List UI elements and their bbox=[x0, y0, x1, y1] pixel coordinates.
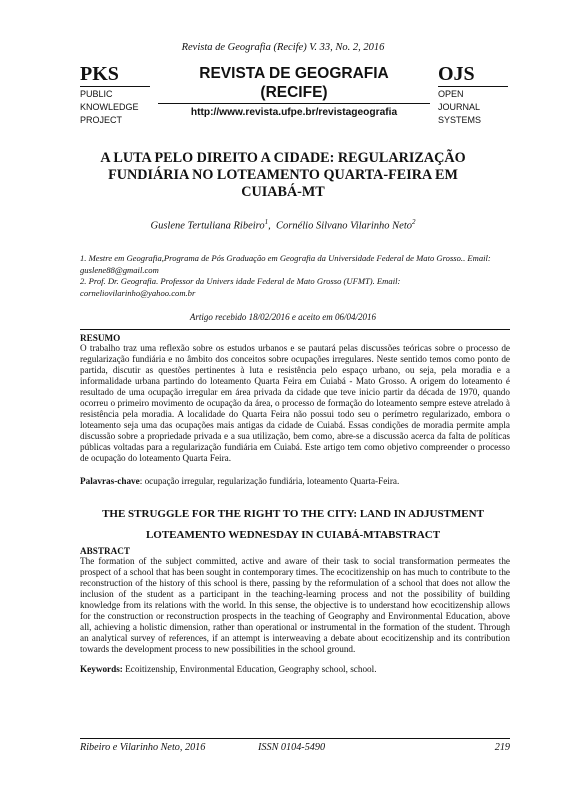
journal-title bbox=[158, 64, 430, 104]
footer-citation: Ribeiro e Vilarinho Neto, 2016 bbox=[80, 742, 206, 753]
palavras-chave-values: : ocupação irregular, regularização fundiária, loteamento Quarta-Feira. bbox=[139, 476, 400, 486]
journal-title-block bbox=[158, 64, 430, 118]
footer-divider bbox=[80, 738, 510, 739]
author-1-marker: 1 bbox=[264, 218, 269, 226]
title-line-3: CUIABÁ-MT bbox=[241, 184, 325, 200]
english-title-line-2: LOTEAMENTO WEDNESDAY IN CUIABÁ-MTABSTRACT bbox=[145, 529, 441, 541]
ojs-abbreviation: OJS bbox=[438, 64, 508, 87]
section-divider bbox=[80, 329, 510, 330]
author-list bbox=[0, 218, 566, 232]
author-1: Guslene Tertuliana Ribeiro bbox=[150, 220, 265, 232]
pks-abbreviation: PKS bbox=[80, 64, 150, 87]
english-title-line-1: THE STRUGGLE FOR THE RIGHT TO THE CITY: LAND IN ADJUSTMENT bbox=[102, 508, 484, 520]
pks-line-2: KNOWLEDGE bbox=[80, 102, 139, 112]
keywords-values: Ecoitizenship, Environmental Education, Geography school, school. bbox=[122, 664, 377, 674]
title-line-1: A LUTA PELO DIREITO A CIDADE: REGULARIZAÇÃO bbox=[100, 150, 466, 166]
palavras-chave bbox=[80, 476, 510, 486]
palavras-chave-label: Palavras-chave bbox=[80, 476, 140, 486]
author-separator: , bbox=[268, 220, 276, 232]
ojs-logo-block bbox=[438, 64, 508, 126]
affiliation-2: 2. Prof. Dr. Geografia. Professor da Univers idade Federal de Mato Grosso (UFMT). Email: corneliovilarinho@yahoo.com.br bbox=[80, 276, 401, 298]
page-number: 219 bbox=[494, 742, 510, 753]
footer-issn: ISSN 0104-5490 bbox=[258, 742, 326, 753]
journal-title-line-2: (RECIFE) bbox=[260, 84, 328, 101]
ojs-line-1: OPEN bbox=[438, 89, 464, 99]
received-accepted-dates: Artigo recebido 18/02/2016 e aceito em 06/04/2016 bbox=[189, 312, 377, 322]
author-affiliations bbox=[80, 253, 510, 299]
journal-url[interactable]: http://www.revista.ufpe.br/revistageografia bbox=[190, 107, 398, 118]
journal-running-head: Revista de Geografia (Recife) V. 33, No. 2, 2016 bbox=[181, 42, 385, 53]
title-line-2: FUNDIÁRIA NO LOTEAMENTO QUARTA-FEIRA EM bbox=[108, 167, 458, 183]
affiliation-1: 1. Mestre em Geografia,Programa de Pós Graduação em Geografia da Universidade Federal de Mato Grosso.. Email: guslene88@gmail.com bbox=[80, 253, 491, 275]
ojs-line-3: SYSTEMS bbox=[438, 115, 482, 125]
keywords-label: Keywords: bbox=[80, 664, 123, 674]
resumo-text: O trabalho traz uma reflexão sobre os estudos urbanos e se pautará pelas discussões teóricas sobre o processo de regularização fundiária e no âmbito dos conceitos sobre ocupações irregulares. Neste sentido temos como ponto de partida, discutir as questões pertinentes à luta e resistência pelo espaço urbano, ou seja, pela moradia e a informalidade urbana partindo do loteamento Quarta Feira em Cuiabá - Mato Grosso. A origem do loteamento é resultado de uma ocupação irregular em área privada da cidade que teve inicio partir da década de 1970, quando ocorreu o primeiro movimento de ocupação da área, o processo de formação do loteamento sempre esteve atrelado à resistência pela moradia. A localidade do Quarta Feira não possui todo seu o perímetro regularizado, embora o loteamento seja uma das ocupações mais antigas da cidade de Cuiabá. Essas condições de moradia permite ampla discussão sobre a propriedade privada e a sua utilização, bem como, abre-se a discussão acerca da falta de políticas públicas voltadas para a regularização fundiária em Cuiabá. Este artigo tem como objetivo compreender o processo de ocupação do loteamento Quarta Feira. bbox=[80, 343, 510, 463]
abstract-heading: ABSTRACT bbox=[80, 546, 131, 556]
keywords bbox=[80, 664, 510, 674]
pks-line-3: PROJECT bbox=[80, 115, 123, 125]
pks-line-1: PUBLIC bbox=[80, 89, 113, 99]
author-2: Cornélio Silvano Vilarinho Neto bbox=[276, 220, 413, 232]
ojs-line-2: JOURNAL bbox=[438, 102, 481, 112]
resumo-heading: RESUMO bbox=[80, 333, 121, 343]
author-2-marker: 2 bbox=[412, 218, 416, 226]
pkp-logo-block bbox=[80, 64, 150, 126]
abstract-text: The formation of the subject committed, active and aware of their task to social transformation permeates the prospect of a school that has been sought in contemporary times. The ecocitizenship on has much to contribute to the reconstruction of the history of this school is there, passing by the reformulation of a school that does not allow the inclusion of the student as a participant in the teaching-learning process and not the possibility of building knowledge from its relations with the world. In this sense, the objective is to understand how ecocitizenship allows for the construction or reconstruction prospects in the teaching of Geography and Environmental Education, above all, achieving a holistic dimension, rather than operational or instrumental in the formation of the student. Through an analytical survey of references, if an attempt is interweaving a debate about ecocitizenship and its contribution towards the development process to new possibilities in the school ground. bbox=[80, 556, 510, 654]
journal-masthead bbox=[80, 64, 508, 130]
journal-title-line-1: REVISTA DE GEOGRAFIA bbox=[199, 65, 389, 82]
english-title bbox=[70, 504, 516, 546]
article-title bbox=[60, 150, 506, 201]
